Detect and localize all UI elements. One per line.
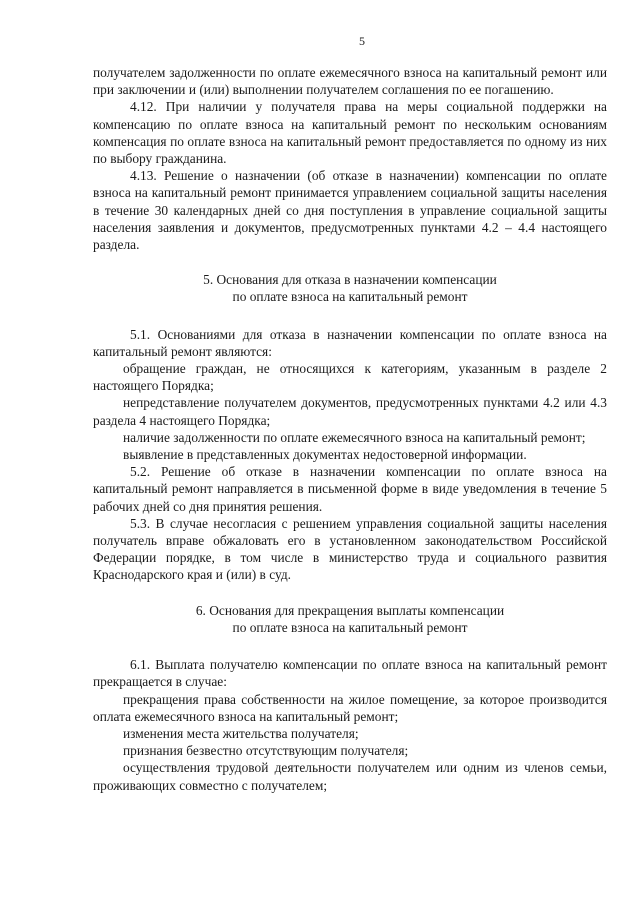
paragraph-5-3: 5.3. В случае несогласия с решением управления социальной защиты населения получатель вправе обжаловать его в установленном законодательством Российской Федерации порядке, в том числе в министерство труда и социального развития Краснодарского края и (или) в суд. (93, 515, 607, 583)
spacer (93, 584, 607, 602)
paragraph-6-1: 6.1. Выплата получателю компенсации по оплате взноса на капитальный ремонт прекращается в случае: (93, 657, 607, 690)
section-5-heading-line-2: по оплате взноса на капитальный ремонт (232, 289, 468, 305)
list-item: изменения места жительства получателя; (123, 725, 359, 741)
section-5-heading-line-1: 5. Основания для отказа в назначении компенсации (203, 272, 497, 288)
paragraph-4-12: 4.12. При наличии у получателя права на меры социальной поддержки на компенсацию по оплате взноса на капитальный ремонт по нескольким основаниям компенсация по оплате взноса на капитальный ремонт предоставляется по одному из них по выбору гражданина. (93, 99, 607, 167)
spacer (93, 306, 607, 326)
list-item: осуществления трудовой деятельности получателем или одним из членов семьи, проживающих совместно с получателем; (93, 760, 607, 793)
paragraph-4-13: 4.13. Решение о назначении (об отказе в назначении) компенсации по оплате взноса на капитальный ремонт принимается управлением социальной защиты населения в течение 30 календарных дней со дня поступления в управление социальной защиты населения заявления и документов, предусмотренных пунктами 4.2 – 4.4 настоящего раздела. (93, 168, 607, 253)
spacer (93, 253, 607, 271)
section-6-heading-line-2: по оплате взноса на капитальный ремонт (232, 619, 468, 635)
paragraph-continuation: получателем задолженности по оплате ежемесячного взноса на капитальный ремонт или при заключении и (или) выполнении получателем соглашения по ее погашению. (93, 65, 607, 98)
spacer (93, 636, 607, 656)
list-item: прекращения права собственности на жилое помещение, за которое производится оплата ежемесячного взноса на капитальный ремонт; (93, 691, 607, 724)
list-item: непредставление получателем документов, предусмотренных пунктами 4.2 или 4.3 раздела 4 настоящего Порядка; (93, 395, 607, 428)
list-item: выявление в представленных документах недостоверной информации. (123, 447, 527, 463)
page-number: 5 (359, 34, 365, 48)
paragraph-5-2: 5.2. Решение об отказе в назначении компенсации по оплате взноса на капитальный ремонт направляется в письменной форме в виде уведомления в течение 5 рабочих дней со дня принятия решения. (93, 464, 607, 514)
section-6-heading-line-1: 6. Основания для прекращения выплаты компенсации (195, 602, 505, 618)
list-item: наличие задолженности по оплате ежемесячного взноса на капитальный ремонт; (123, 429, 586, 445)
list-item: обращение граждан, не относящихся к категориям, указанным в разделе 2 настоящего Порядка; (93, 361, 607, 394)
paragraph-5-1: 5.1. Основаниями для отказа в назначении компенсации по оплате взноса на капитальный ремонт являются: (93, 326, 607, 359)
list-item: признания безвестно отсутствующим получателя; (123, 743, 409, 759)
